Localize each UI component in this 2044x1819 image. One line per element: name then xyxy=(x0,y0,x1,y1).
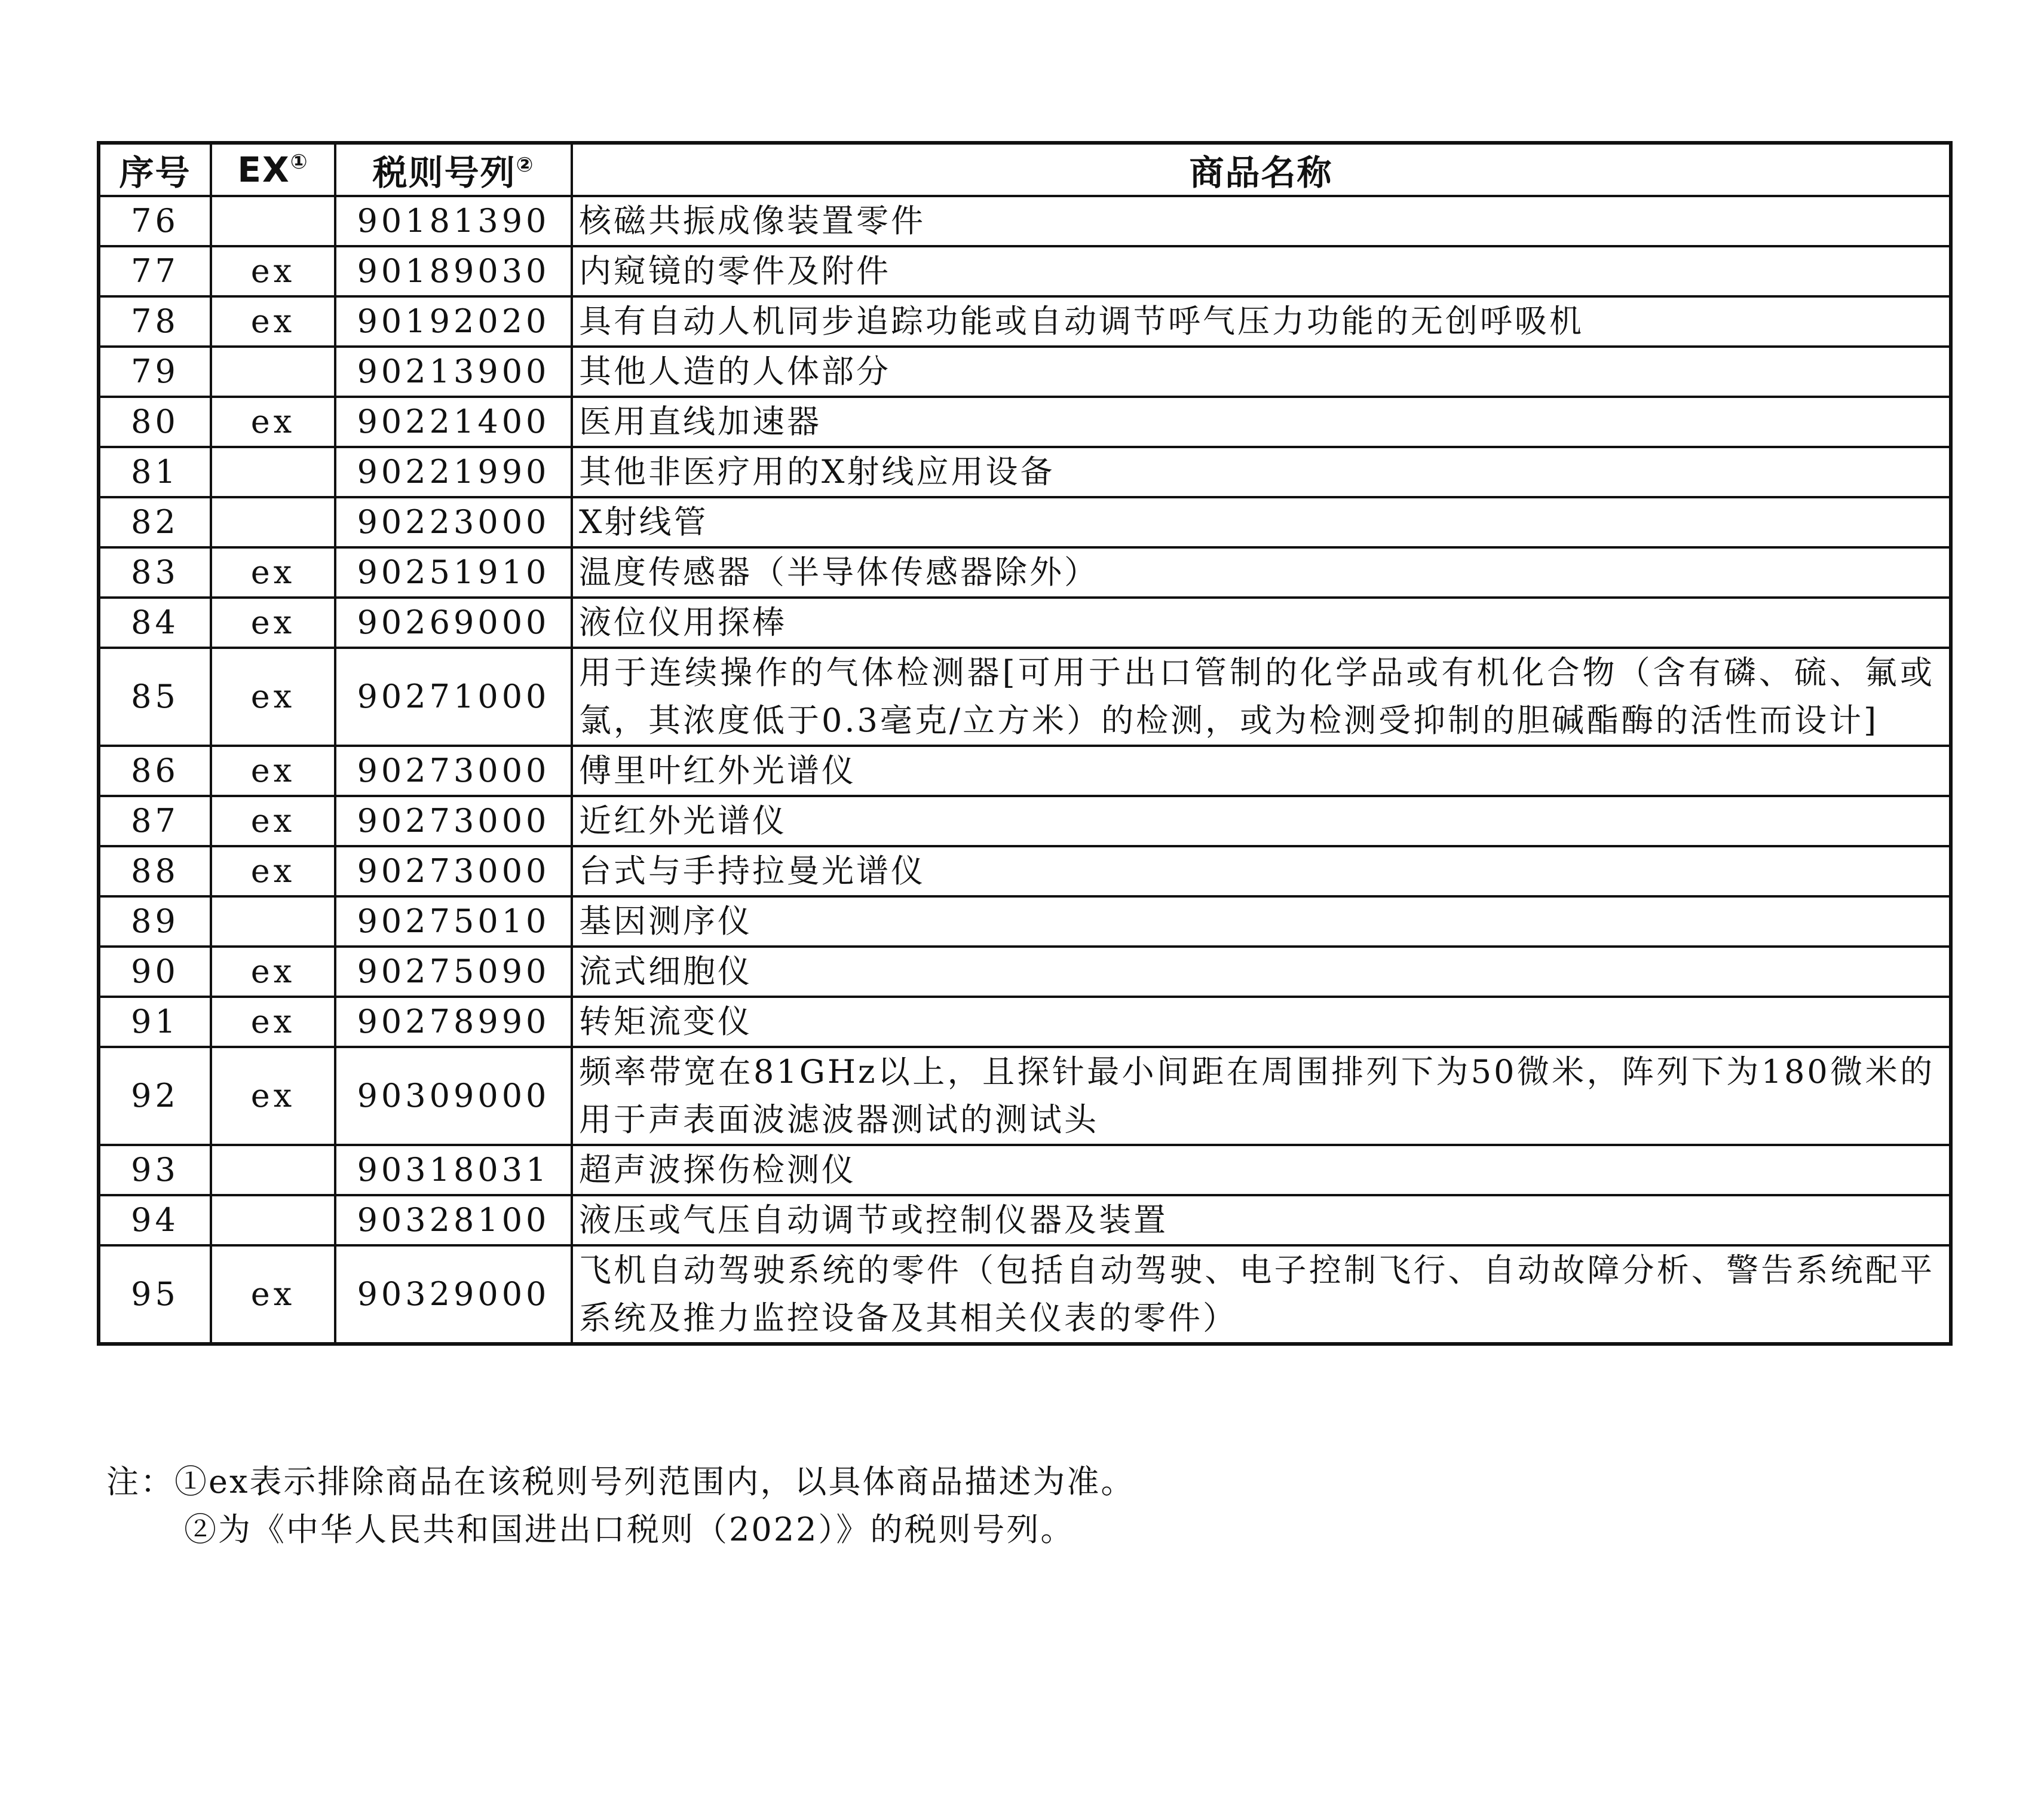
cell-ex xyxy=(211,497,335,547)
cell-code: 90273000 xyxy=(335,796,572,846)
table-row xyxy=(99,397,1951,447)
cell-name: 基因测序仪 xyxy=(572,896,1951,947)
cell-ex: ex xyxy=(211,947,335,997)
header-seq xyxy=(99,143,211,196)
cell-name: 液压或气压自动调节或控制仪器及装置 xyxy=(572,1195,1951,1245)
cell-name: 液位仪用探棒 xyxy=(572,598,1951,648)
table-row xyxy=(99,1245,1951,1344)
header-name-label: 商品名称 xyxy=(1189,152,1333,193)
cell-code: 90251910 xyxy=(335,547,572,598)
cell-code: 90181390 xyxy=(335,196,572,246)
cell-ex: ex xyxy=(211,296,335,347)
cell-seq: 78 xyxy=(99,296,211,347)
cell-code: 90269000 xyxy=(335,598,572,648)
cell-ex: ex xyxy=(211,547,335,598)
cell-seq: 82 xyxy=(99,497,211,547)
header-seq-label: 序号 xyxy=(119,152,191,193)
table-row xyxy=(99,896,1951,947)
header-code-footnote-mark: ② xyxy=(516,153,535,177)
cell-name: 频率带宽在81GHz以上，且探针最小间距在周围排列下为50微米，阵列下为180微米的用于声表面波滤波器测试的测试头 xyxy=(572,1047,1951,1145)
cell-ex: ex xyxy=(211,648,335,746)
cell-name: 其他人造的人体部分 xyxy=(572,347,1951,397)
table-row xyxy=(99,997,1951,1047)
cell-code: 90275090 xyxy=(335,947,572,997)
cell-ex: ex xyxy=(211,796,335,846)
table-row xyxy=(99,648,1951,746)
cell-name: 近红外光谱仪 xyxy=(572,796,1951,846)
cell-seq: 79 xyxy=(99,347,211,397)
cell-code: 90271000 xyxy=(335,648,572,746)
cell-name: X射线管 xyxy=(572,497,1951,547)
footnote-1: 注：①ex表示排除商品在该税则号列范围内，以具体商品描述为准。 xyxy=(106,1463,1135,1500)
cell-ex xyxy=(211,447,335,497)
header-code-label: 税则号列 xyxy=(372,152,516,193)
cell-ex: ex xyxy=(211,397,335,447)
cell-code: 90221400 xyxy=(335,397,572,447)
tariff-table xyxy=(97,141,1953,1346)
table-row xyxy=(99,347,1951,397)
cell-ex: ex xyxy=(211,746,335,796)
cell-seq: 90 xyxy=(99,947,211,997)
header-ex xyxy=(211,143,335,196)
cell-code: 90275010 xyxy=(335,896,572,947)
table-row xyxy=(99,1145,1951,1195)
cell-ex: ex xyxy=(211,1047,335,1145)
cell-name: 流式细胞仪 xyxy=(572,947,1951,997)
cell-name: 核磁共振成像装置零件 xyxy=(572,196,1951,246)
cell-name: 具有自动人机同步追踪功能或自动调节呼气压力功能的无创呼吸机 xyxy=(572,296,1951,347)
cell-name: 医用直线加速器 xyxy=(572,397,1951,447)
cell-name: 温度传感器（半导体传感器除外） xyxy=(572,547,1951,598)
table-row xyxy=(99,947,1951,997)
cell-ex xyxy=(211,1145,335,1195)
cell-seq: 84 xyxy=(99,598,211,648)
cell-ex xyxy=(211,1195,335,1245)
table-row xyxy=(99,846,1951,896)
cell-ex: ex xyxy=(211,846,335,896)
cell-seq: 89 xyxy=(99,896,211,947)
cell-code: 90273000 xyxy=(335,846,572,896)
cell-code: 90189030 xyxy=(335,246,572,296)
cell-seq: 81 xyxy=(99,447,211,497)
cell-seq: 94 xyxy=(99,1195,211,1245)
table-row xyxy=(99,196,1951,246)
header-ex-footnote-mark: ① xyxy=(290,150,309,174)
cell-name: 飞机自动驾驶系统的零件（包括自动驾驶、电子控制飞行、自动故障分析、警告系统配平系统及推力监控设备及其相关仪表的零件） xyxy=(572,1245,1951,1344)
cell-ex xyxy=(211,347,335,397)
cell-code: 90309000 xyxy=(335,1047,572,1145)
cell-ex: ex xyxy=(211,598,335,648)
header-ex-label: EX xyxy=(237,149,290,190)
cell-name: 超声波探伤检测仪 xyxy=(572,1145,1951,1195)
cell-seq: 80 xyxy=(99,397,211,447)
cell-ex xyxy=(211,896,335,947)
table-row xyxy=(99,1047,1951,1145)
cell-name: 用于连续操作的气体检测器[可用于出口管制的化学品或有机化合物（含有磷、硫、氟或氯，其浓度低于0.3毫克/立方米）的检测，或为检测受抑制的胆碱酯酶的活性而设计] xyxy=(572,648,1951,746)
cell-seq: 87 xyxy=(99,796,211,846)
cell-seq: 91 xyxy=(99,997,211,1047)
cell-seq: 93 xyxy=(99,1145,211,1195)
table-row xyxy=(99,796,1951,846)
cell-code: 90221990 xyxy=(335,447,572,497)
footnote-2: ②为《中华人民共和国进出口税则（2022）》的税则号列。 xyxy=(184,1511,1075,1548)
cell-ex xyxy=(211,196,335,246)
cell-code: 90213900 xyxy=(335,347,572,397)
cell-name: 转矩流变仪 xyxy=(572,997,1951,1047)
table-header-row xyxy=(99,143,1951,196)
cell-code: 90192020 xyxy=(335,296,572,347)
table-row xyxy=(99,296,1951,347)
table-row xyxy=(99,746,1951,796)
footnotes xyxy=(106,1458,1135,1554)
table-row xyxy=(99,598,1951,648)
cell-code: 90223000 xyxy=(335,497,572,547)
cell-ex: ex xyxy=(211,997,335,1047)
table-row xyxy=(99,447,1951,497)
table-row xyxy=(99,547,1951,598)
cell-code: 90278990 xyxy=(335,997,572,1047)
cell-code: 90329000 xyxy=(335,1245,572,1344)
cell-code: 90273000 xyxy=(335,746,572,796)
header-name xyxy=(572,143,1951,196)
cell-seq: 77 xyxy=(99,246,211,296)
header-code xyxy=(335,143,572,196)
cell-name: 其他非医疗用的X射线应用设备 xyxy=(572,447,1951,497)
cell-name: 内窥镜的零件及附件 xyxy=(572,246,1951,296)
table-body xyxy=(99,196,1951,1344)
cell-ex: ex xyxy=(211,1245,335,1344)
table-row xyxy=(99,1195,1951,1245)
cell-code: 90328100 xyxy=(335,1195,572,1245)
cell-ex: ex xyxy=(211,246,335,296)
table-row xyxy=(99,497,1951,547)
cell-code: 90318031 xyxy=(335,1145,572,1195)
cell-name: 台式与手持拉曼光谱仪 xyxy=(572,846,1951,896)
cell-seq: 86 xyxy=(99,746,211,796)
cell-name: 傅里叶红外光谱仪 xyxy=(572,746,1951,796)
cell-seq: 76 xyxy=(99,196,211,246)
cell-seq: 95 xyxy=(99,1245,211,1344)
table-row xyxy=(99,246,1951,296)
cell-seq: 92 xyxy=(99,1047,211,1145)
cell-seq: 85 xyxy=(99,648,211,746)
cell-seq: 88 xyxy=(99,846,211,896)
cell-seq: 83 xyxy=(99,547,211,598)
